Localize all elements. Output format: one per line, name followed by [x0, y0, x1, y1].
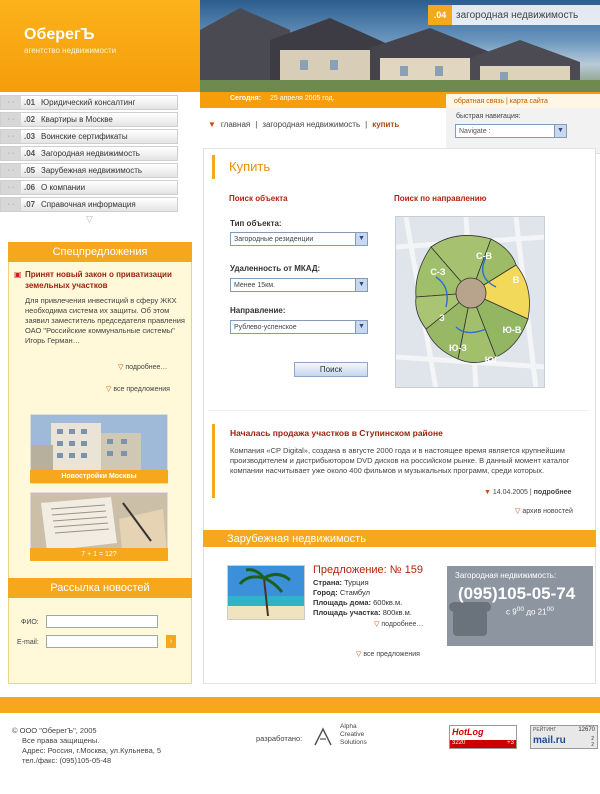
special-more-link[interactable] — [118, 363, 167, 371]
chevron-down-icon[interactable]: ▼ — [554, 125, 566, 137]
direction-label: Направление: — [230, 306, 286, 315]
offer-image[interactable] — [227, 565, 305, 620]
breadcrumb-current: купить — [372, 120, 400, 129]
house-area-value: 600кв.м. — [373, 598, 403, 607]
news-text: Компания «CP Digital», создана в августе 2000 года и в настоящее время является крупнейшим производителем и дистрибьютором DVD дисков на российском рынке. В данный момент каталог компании насчитывает уже около 400 фильмов и музыкальных программ, среди которых. — [230, 446, 570, 475]
mailru-name: mail.ru — [533, 735, 566, 746]
map-label-west: З — [439, 313, 445, 323]
map-label-north-west: С-З — [430, 267, 446, 277]
phone-caption: Загородная недвижимость: — [455, 571, 557, 580]
archive-label: архив новостей — [522, 508, 573, 515]
mailru-extra — [591, 736, 594, 748]
hours-to: до 21 — [526, 607, 547, 617]
menu-item-label: Загородная недвижимость — [41, 149, 140, 158]
chevron-down-icon: ▽ — [515, 508, 521, 515]
top-links[interactable]: обратная связь | карта сайта — [446, 94, 600, 108]
menu-item-number: .01 — [24, 98, 36, 107]
type-value: Загородные резиденции — [234, 235, 314, 243]
email-field[interactable] — [46, 635, 158, 648]
page-title: Купить — [229, 159, 271, 174]
section-number: .04 — [428, 5, 452, 25]
direction-value: Рублево-успенское — [234, 323, 297, 331]
map-label-south: ЮГ — [484, 355, 500, 365]
menu-item-apartments[interactable] — [0, 112, 178, 127]
menu-item-legal[interactable] — [0, 95, 178, 110]
news-date-more — [484, 489, 571, 496]
documents-caption[interactable]: 7 + 1 = 12? — [30, 548, 168, 561]
city-value: Стамбул — [339, 588, 370, 597]
menu-item-label: Юридический консалтинг — [41, 98, 136, 107]
chevron-down-icon: ▼ — [208, 120, 216, 129]
menu-item-label: Воинские сертификаты — [41, 132, 128, 141]
chevron-down-icon: ▼ — [484, 489, 491, 496]
menu-item-label: Квартиры в Москве — [41, 115, 113, 124]
divider — [208, 410, 588, 411]
chevron-down-icon: ▽ — [106, 386, 112, 393]
type-label: Тип объекта: — [230, 219, 282, 228]
newsletter-heading: Рассылка новостей — [8, 578, 192, 598]
foreign-heading: Зарубежная недвижимость — [203, 530, 596, 547]
type-select[interactable] — [230, 232, 368, 246]
menu-item-label: Справочная информация — [41, 200, 136, 209]
map-label-east: В — [512, 275, 520, 285]
offer-title[interactable]: Предложение: № 159 — [313, 564, 423, 576]
news-bullet-icon: ▣ — [14, 270, 22, 279]
quick-nav-label: быстрая навигация: — [456, 113, 521, 120]
special-more-label: подробнее… — [125, 364, 168, 371]
address-line: Адрес: Россия, г.Москва, ул.Кульнева, 5 — [22, 746, 162, 755]
phone-number[interactable]: (095)105-05-74 — [458, 584, 576, 603]
distance-value: Менее 15км. — [234, 281, 276, 289]
quick-nav-select[interactable] — [455, 124, 567, 138]
menu-item-foreign[interactable] — [0, 163, 178, 178]
menu-item-number: .06 — [24, 183, 36, 192]
phone-icon — [449, 602, 491, 636]
house-area-label: Площадь дома: — [313, 598, 372, 607]
all-offers-link[interactable] — [356, 650, 420, 658]
mailru-extra-value: 2 — [591, 742, 594, 748]
special-text: Для привлечения инвестиций в сферу ЖКХ необходима система их защиты. Об этом заявил заместитель председателя правления ОАО "Российские коммунальные системы" Игорь Герман… — [25, 296, 185, 345]
menu-item-number: .04 — [24, 149, 36, 158]
map-label-north-east: С-В — [476, 251, 492, 261]
breadcrumb-separator: | — [255, 120, 258, 129]
country-value: Турция — [344, 578, 369, 587]
menu-marker: · · — [1, 96, 21, 109]
new-buildings-caption[interactable]: Новостройки Москвы — [30, 470, 168, 483]
plot-area-label: Площадь участка: — [313, 608, 381, 617]
name-field[interactable] — [46, 615, 158, 628]
chevron-down-icon[interactable]: ▼ — [355, 233, 367, 245]
chevron-down-icon: ▽ — [374, 621, 380, 628]
date-value: 25 апреля 2005 год. — [270, 95, 335, 102]
search-object-heading: Поиск объекта — [229, 194, 288, 203]
distance-label: Удаленность от МКАД: — [230, 264, 321, 273]
news-accent — [212, 424, 215, 498]
date-label: Сегодня: — [230, 95, 262, 102]
offer-country — [313, 578, 369, 587]
menu-marker: · · — [1, 181, 21, 194]
breadcrumb-home[interactable]: главная — [220, 120, 251, 129]
archive-link[interactable] — [515, 507, 573, 515]
mailru-extra-value: 2 — [591, 736, 594, 742]
phone-hours — [506, 606, 554, 617]
menu-item-number: .02 — [24, 115, 36, 124]
menu-item-label: Зарубежная недвижимость — [41, 166, 143, 175]
menu-item-country[interactable] — [0, 146, 178, 161]
distance-select[interactable] — [230, 278, 368, 292]
chevron-down-icon[interactable]: ▼ — [355, 279, 367, 291]
mailru-rating-label: РЕЙТИНГ — [533, 727, 557, 733]
developer-name-line: Creative — [340, 731, 365, 738]
chevron-down-icon: ▽ — [356, 651, 362, 658]
news-title[interactable]: Началась продажа участков в Ступинском районе — [230, 428, 443, 438]
plot-area-value: 800кв.м. — [382, 608, 412, 617]
news-more-link[interactable]: подробнее — [533, 489, 572, 496]
developer-name-line: Solutions — [340, 739, 367, 746]
chevron-down-icon[interactable]: ▼ — [355, 321, 367, 333]
logo-title[interactable]: ОберегЪ — [24, 26, 95, 43]
rights-line: Все права защищены. — [22, 736, 100, 745]
breadcrumb-section[interactable]: загородная недвижимость — [262, 120, 361, 129]
hours-to-min: 00 — [546, 606, 554, 613]
hotlog-value-bar — [450, 740, 516, 748]
menu-marker: · · — [1, 198, 21, 211]
offer-more-link[interactable] — [374, 620, 423, 628]
menu-item-number: .07 — [24, 200, 36, 209]
hotlog-counter[interactable] — [449, 725, 517, 749]
hotlog-name: HotLog — [452, 727, 484, 737]
hours-from: с 9 — [506, 607, 517, 617]
section-name: загородная недвижимость — [456, 9, 579, 21]
offer-more-label: подробнее… — [381, 621, 424, 628]
breadcrumb — [208, 120, 399, 129]
all-offers-label: все предложения — [363, 651, 420, 658]
country-label: Страна: — [313, 578, 343, 587]
special-all-label: все предложения — [113, 386, 170, 393]
name-label: ФИО: — [21, 619, 39, 626]
menu-marker: · · — [1, 147, 21, 160]
logo-subtitle: агентство недвижимости — [24, 46, 117, 55]
developer-label: разработано: — [256, 734, 303, 743]
special-offers-heading: Спецпредложения — [8, 242, 192, 262]
developer-name[interactable] — [340, 723, 367, 747]
news-date: 14.04.2005 — [492, 489, 528, 496]
news-separator: | — [529, 489, 532, 496]
subscribe-button[interactable]: › — [166, 635, 176, 648]
offer-city — [313, 588, 370, 597]
menu-item-label: О компании — [41, 183, 86, 192]
chevron-down-icon: ▽ — [86, 214, 93, 224]
chevron-down-icon: ▽ — [118, 364, 124, 371]
hotlog-delta: +3 — [507, 740, 514, 746]
hours-from-min: 00 — [516, 606, 525, 613]
map-label-south-east: Ю-В — [502, 325, 522, 335]
breadcrumb-separator: | — [365, 120, 368, 129]
map-center — [456, 278, 486, 308]
developer-name-line: Alpha — [340, 723, 357, 730]
offer-plot-area — [313, 608, 412, 617]
quick-nav-value: Navigate : — [459, 127, 491, 135]
special-title[interactable]: Принят новый закон о приватизации земельных участков — [25, 270, 172, 290]
footer-copyright — [12, 726, 161, 766]
menu-item-number: .03 — [24, 132, 36, 141]
search-button[interactable]: Поиск — [294, 362, 368, 377]
menu-item-reference[interactable] — [0, 197, 178, 212]
city-label: Город: — [313, 588, 338, 597]
menu-marker: · · — [1, 164, 21, 177]
special-all-link[interactable] — [106, 385, 170, 393]
direction-map[interactable] — [395, 216, 545, 388]
map-label-south-west: Ю-З — [449, 343, 467, 353]
mailru-value: 12670 — [578, 727, 595, 733]
search-direction-heading: Поиск по направлению — [394, 194, 487, 203]
section-tag — [428, 5, 600, 25]
footer-band — [0, 697, 600, 713]
menu-marker: · · — [1, 113, 21, 126]
phone-line: тел./факс: (095)105-05-48 — [22, 756, 112, 765]
developer-logo-icon[interactable] — [312, 726, 334, 748]
title-accent — [212, 155, 215, 179]
menu-item-about[interactable] — [0, 180, 178, 195]
menu-marker: · · — [1, 130, 21, 143]
hotlog-value: 3220 — [452, 740, 466, 746]
email-label: E-mail: — [17, 639, 39, 646]
direction-select[interactable] — [230, 320, 368, 334]
offer-house-area — [313, 598, 402, 607]
menu-item-military[interactable] — [0, 129, 178, 144]
menu-item-number: .05 — [24, 166, 36, 175]
copyright-line: © ООО "ОберегЪ", 2005 — [12, 726, 97, 735]
mailru-counter[interactable] — [530, 725, 598, 749]
